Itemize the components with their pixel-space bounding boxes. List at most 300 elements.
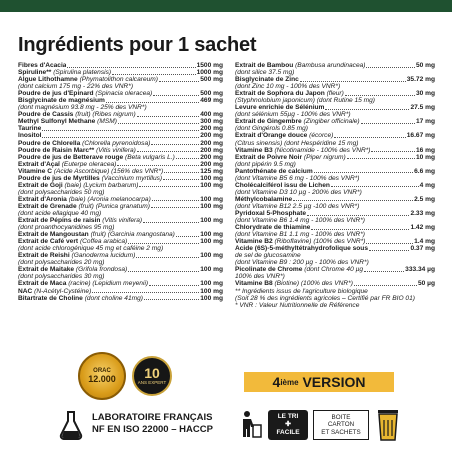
ingredient-name-group <box>18 154 175 161</box>
dot-leader <box>67 67 195 68</box>
dot-leader <box>331 186 419 187</box>
ingredient-amount: 1.4 mg <box>414 238 435 246</box>
tri-line-2: FACILE <box>276 429 300 436</box>
ingredient-subline: (dont Vitamine D3 10 µg - 200% des VNR*) <box>235 188 362 196</box>
ingredient-name-group <box>18 288 91 295</box>
ingredient-amount: 400 mg <box>200 111 223 119</box>
years-value: 10 <box>144 365 160 381</box>
ingredient-name-group <box>18 295 143 302</box>
ingredient-amount: 100 mg <box>200 294 223 302</box>
ingredient-subline: (dont polysaccharides 20 mg) <box>18 259 105 267</box>
ingredient-name: Vitamine C <box>18 167 52 175</box>
carton-line-2: CARTON <box>327 421 355 429</box>
ingredient-row <box>18 154 223 161</box>
ingredient-row <box>18 295 223 302</box>
ingredient-subline: (dont Vitamine B6 1.4 mg - 100% des VNR*) <box>235 217 365 225</box>
ingredient-row <box>18 203 223 210</box>
ingredient-row <box>18 280 223 287</box>
ingredient-row <box>18 217 223 224</box>
ingredient-detail: (MSM) <box>97 118 117 126</box>
ingredient-name: NAC <box>18 287 33 295</box>
ingredient-name-group <box>235 238 365 245</box>
ingredient-name: Taurine <box>18 125 42 133</box>
ingredient-amount: 469 mg <box>200 97 223 105</box>
ingredient-detail: (N-Acétyl-Cystéine) <box>34 287 92 295</box>
ingredient-row <box>235 147 435 154</box>
ingredient-name-group <box>18 140 150 147</box>
ingredient-row <box>235 154 435 161</box>
ingredient-amount: 16 mg <box>415 146 435 154</box>
carton-line-3: ET SACHETS <box>321 428 361 436</box>
version-banner <box>244 372 394 392</box>
ingredient-name: Levure enrichie de Sélénium <box>235 104 325 112</box>
ingredient-row <box>235 132 435 139</box>
dot-leader <box>334 137 405 138</box>
ingredient-subline: (dont Vitamine B9 : 200 µg - 100% des VNR*) <box>235 259 369 267</box>
ingredient-amount: 333.34 µg <box>405 266 435 274</box>
ingredient-name-group <box>18 252 135 259</box>
ingredient-subline: (dont pipérin 9.5 mg) <box>235 160 296 168</box>
dot-leader <box>92 292 199 293</box>
dot-leader <box>128 271 199 272</box>
ingredient-row <box>18 62 223 69</box>
ingredient-amount: 50 µg <box>418 280 435 288</box>
ingredient-detail: (fleur) <box>326 90 344 98</box>
ingredient-name-group <box>235 280 353 287</box>
ingredient-name: Extrait de Maitake <box>18 266 75 274</box>
lab-line-2: NF EN ISO 22000 – HACCP <box>92 424 213 435</box>
ingredient-name: Vitamine B8 <box>235 280 273 288</box>
ingredient-subline: (dont proanthocyanidines 95 mg) <box>18 224 115 232</box>
ingredient-detail: (Riboflavine) (100% des VNR*) <box>274 238 366 246</box>
ingredient-row <box>235 245 435 252</box>
ingredient-name-group <box>18 266 127 273</box>
ingredient-detail: (Zingiber officinale) <box>303 118 360 126</box>
ingredient-amount: 1000 mg <box>196 69 223 77</box>
ingredient-name: Vitamine B2 <box>235 238 273 246</box>
ingredient-name: Bisglycinate de Zinc <box>235 76 299 84</box>
ingredient-subline: (dont sélénium 55µg - 100% des VNR*) <box>235 111 351 119</box>
dot-leader <box>42 130 199 131</box>
ingredient-name-group <box>235 168 313 175</box>
years-expert-badge <box>132 356 172 396</box>
ingredient-name-group <box>235 266 363 273</box>
dot-leader <box>159 81 199 82</box>
ingredient-amount: 100 mg <box>200 202 223 210</box>
ingredient-amount: 200 mg <box>200 153 223 161</box>
ingredient-amount: 125 mg <box>200 167 223 175</box>
ingredient-detail: (Vitis vinifera) <box>96 146 136 154</box>
dot-leader <box>366 243 413 244</box>
ingredient-row <box>235 280 435 287</box>
ingredient-name: Extrait de Maca <box>18 280 67 288</box>
plus-icon: ✚ <box>285 421 291 428</box>
ingredient-name-group <box>18 90 152 97</box>
ingredient-name-group <box>18 217 142 224</box>
ingredient-subline: (dont acide chlorogénique 45 mg et caféine 2 mg) <box>18 245 164 253</box>
ingredient-subline: (dont silice 37.5 mg) <box>235 69 295 77</box>
ingredient-amount: 4 mg <box>419 181 435 189</box>
dot-leader <box>325 109 409 110</box>
orac-badge <box>78 352 126 400</box>
dot-leader <box>136 257 199 258</box>
ingredient-name-group <box>235 154 346 161</box>
dot-leader <box>152 200 199 201</box>
carton-line-1: BOITE <box>331 414 351 422</box>
ingredient-name-group <box>235 90 344 97</box>
ingredient-detail: (racine) (Lepidium meyenii) <box>68 280 149 288</box>
ingredient-row <box>18 69 223 76</box>
ingredient-subline: (dont Vitamine B12 2.5 µg -100 des VNR*) <box>235 202 360 210</box>
tri-facile-logo <box>268 410 308 440</box>
ingredient-amount: 1500 mg <box>196 62 223 69</box>
orac-value: 12.000 <box>88 374 116 384</box>
footnote: * VNR : Valeur Nutritionnelle de Référence <box>235 301 360 309</box>
ingredient-name-group <box>235 118 360 125</box>
flask-icon <box>58 410 84 440</box>
ingredient-row <box>18 175 223 182</box>
ingredient-amount: 2.5 mg <box>414 195 435 203</box>
ingredient-amount: 200 mg <box>200 132 223 140</box>
ingredient-name: Pyridoxal 5-Phosphate <box>235 209 307 217</box>
version-suffix: ième <box>280 377 299 387</box>
ingredient-detail: (fruit) (Punica granatum) <box>78 202 150 210</box>
ingredient-amount: 200 mg <box>200 160 223 168</box>
ingredient-detail: (dont choline 41mg) <box>84 294 143 302</box>
ingredient-detail: (Spirulina platensis) <box>53 69 112 77</box>
ingredient-name-group <box>235 224 310 231</box>
ingredient-subline: (dont acide ellagique 40 mg) <box>18 209 102 217</box>
ingredient-subline: (dont polysaccharides 30 mg) <box>18 273 105 281</box>
dot-leader <box>149 285 199 286</box>
ingredient-amount: 100 mg <box>200 287 223 295</box>
dot-leader <box>314 172 413 173</box>
ingredient-detail: (Vaccinium myrtillus) <box>101 174 163 182</box>
ingredient-name: Extrait de Goji <box>18 181 63 189</box>
dot-leader <box>366 67 414 68</box>
ingredient-amount: 35.72 mg <box>406 76 435 84</box>
ingredient-detail: (Ganoderma lucidum) <box>71 252 136 260</box>
dot-leader <box>364 271 404 272</box>
dot-leader <box>176 158 199 159</box>
lab-line-1: LABORATOIRE FRANÇAIS <box>92 412 213 423</box>
ingredient-detail: (écorce) <box>309 132 334 140</box>
ingredient-row <box>18 288 223 295</box>
ingredient-subline: (dont Gingérols 0.85 mg) <box>235 125 308 133</box>
ingredient-amount: 1.42 mg <box>410 224 435 232</box>
dot-leader <box>307 215 409 216</box>
footnote: ** Ingrédients issus de l'agriculture biologique <box>235 287 368 295</box>
ingredient-name: Chlorydrate de thiamine <box>235 224 311 232</box>
ingredient-name-group <box>18 196 151 203</box>
ingredient-subline: (dont magnésium 93.8 mg - 25% des VNR*) <box>18 104 147 112</box>
dot-leader <box>42 137 199 138</box>
ingredient-detail: (dont Chrome 40 µg <box>304 266 364 274</box>
ingredient-name-group <box>235 76 299 83</box>
dot-leader <box>153 95 199 96</box>
ingredient-row <box>235 76 435 83</box>
ingredient-row <box>18 90 223 97</box>
ingredient-row <box>18 182 223 189</box>
dot-leader <box>151 144 199 145</box>
ingredient-detail: (Nicotinamide - 100% des VNR*) <box>274 146 371 154</box>
ingredient-row <box>235 238 435 245</box>
dot-leader <box>361 123 415 124</box>
ingredient-detail: (Euterpe oleracea) <box>61 160 117 168</box>
ingredient-subline: (dont Zinc 10 mg - 100% des VNR*) <box>235 83 341 91</box>
ingredient-name-group <box>235 245 368 252</box>
ingredient-row <box>18 140 223 147</box>
ingredient-detail: (Beta vulgaris L.) <box>125 153 175 161</box>
ingredient-detail: (Vitis vinifera) <box>102 217 143 225</box>
ingredient-name: Picolinate de Chrome <box>235 266 303 274</box>
ingredient-name: Bisglycinate de magnésium <box>18 97 105 105</box>
dot-leader <box>118 123 199 124</box>
ingredient-name: Extrait de Sophora du Japon <box>235 90 325 98</box>
carton-instruction <box>313 410 369 440</box>
ingredient-amount: 27.5 mg <box>410 104 435 112</box>
ingredient-name: Cholécalciférol issu de Lichen <box>235 181 330 189</box>
ingredient-row <box>235 62 435 69</box>
dot-leader <box>106 102 199 103</box>
orac-label: ORAC <box>93 368 111 374</box>
ingredient-amount: 200 mg <box>200 125 223 133</box>
lab-certification <box>92 412 213 436</box>
ingredient-amount: 2.33 mg <box>410 209 435 217</box>
ingredient-subline: de sel de glucosamine <box>235 252 301 260</box>
ingredient-name: Extrait de Gingembre <box>235 118 302 126</box>
ingredient-name: Inositol <box>18 132 42 140</box>
ingredient-subline: 100% des VNR*) <box>235 273 285 281</box>
ingredient-name-group <box>18 147 136 154</box>
ingredient-amount: 10 mg <box>415 153 435 161</box>
ingredient-row <box>18 196 223 203</box>
ingredient-detail: (fruit) (Garcinia mangostana) <box>90 231 175 239</box>
ingredient-row <box>18 97 223 104</box>
ingredient-row <box>18 76 223 83</box>
ingredient-name-group <box>18 125 41 132</box>
ingredient-row <box>235 168 435 175</box>
footnote: (Soit 28 % des ingrédients agricoles – Certifié par FR BIO 01) <box>235 294 415 302</box>
ingredient-name-group <box>235 147 370 154</box>
ingredient-detail: (baie) (Aronia melanocarpa) <box>68 195 151 203</box>
ingredient-name: Extrait de Grenade <box>18 202 77 210</box>
ingredient-name: Extrait d'Açaï <box>18 160 60 168</box>
ingredient-name: Extrait d'Aronia <box>18 195 67 203</box>
ingredient-row <box>18 125 223 132</box>
ingredient-row <box>235 196 435 203</box>
dot-leader <box>345 95 415 96</box>
ingredient-name-group <box>235 132 333 139</box>
ingredient-name-group <box>18 168 163 175</box>
ingredient-amount: 6.6 mg <box>414 167 435 175</box>
ingredient-subline: (dont calcium 175 mg - 22% des VNR*) <box>18 83 134 91</box>
ingredient-name: Extrait de Café vert <box>18 238 79 246</box>
dot-leader <box>347 158 415 159</box>
ingredient-name: Extrait de Reishi <box>18 252 70 260</box>
ingredient-amount: 100 mg <box>200 195 223 203</box>
ingredient-detail: (Chlorella pyrenoidosa) <box>82 139 151 147</box>
ingredients-left-column <box>18 62 223 302</box>
ingredient-amount: 100 mg <box>200 217 223 225</box>
ingredient-name-group <box>18 97 105 104</box>
ingredient-name-group <box>18 203 150 210</box>
ingredient-name-group <box>235 182 330 189</box>
dot-leader <box>371 151 414 152</box>
recycle-person-icon <box>238 410 262 440</box>
recycling-bin-icon <box>375 408 401 442</box>
ingredient-amount: 50 mg <box>415 62 435 69</box>
ingredient-name: Extrait de Mangoustan <box>18 231 89 239</box>
ingredient-detail: (Piper nigrum) <box>303 153 346 161</box>
ingredient-row <box>235 266 435 273</box>
ingredient-row <box>235 182 435 189</box>
ingredient-row <box>235 104 435 111</box>
ingredient-name: Extrait de Poivre Noir <box>235 153 303 161</box>
ingredient-subline: (dont polysaccharides 50 mg) <box>18 188 105 196</box>
ingredient-name: Spiruline** <box>18 69 52 77</box>
ingredient-amount: 100 mg <box>200 181 223 189</box>
dot-leader <box>176 236 199 237</box>
ingredient-detail: (Acide Ascorbique) (156% des VNR*) <box>53 167 164 175</box>
ingredient-amount: 100 mg <box>200 231 223 239</box>
dot-leader <box>369 250 409 251</box>
dot-leader <box>311 229 409 230</box>
ingredient-name: Pantothénate de calcium <box>235 167 313 175</box>
ingredient-row <box>235 224 435 231</box>
ingredient-name: Methyl Sulfonyl Methane <box>18 118 96 126</box>
dot-leader <box>164 172 199 173</box>
ingredient-amount: 17 mg <box>415 118 435 126</box>
ingredient-amount: 500 mg <box>200 76 223 84</box>
ingredient-amount: 300 mg <box>200 118 223 126</box>
dot-leader <box>151 207 199 208</box>
ingredient-amount: 200 mg <box>200 146 223 154</box>
ingredient-name-group <box>18 280 148 287</box>
ingredient-subline: (dont Vitamine B1 1.1 mg - 100% des VNR*) <box>235 231 365 239</box>
ingredient-row <box>18 132 223 139</box>
ingredient-row <box>18 168 223 175</box>
ingredient-amount: 100 mg <box>200 174 223 182</box>
ingredient-name: Bitartrate de Choline <box>18 294 83 302</box>
dot-leader <box>137 116 200 117</box>
ingredient-name-group <box>235 210 306 217</box>
ingredient-name-group <box>18 182 138 189</box>
ingredient-name-group <box>18 132 41 139</box>
ingredient-subline: (Citrus sinensis) (dont Hespéridine 15 mg) <box>235 139 359 147</box>
ingredient-amount: 200 mg <box>200 139 223 147</box>
ingredient-row <box>18 111 223 118</box>
version-number: 4 <box>272 374 281 390</box>
ingredient-subline: (Styphnolobium japonicum) (dont Rutine 15 mg) <box>235 97 376 105</box>
ingredients-right-column <box>235 62 435 309</box>
dot-leader <box>139 186 199 187</box>
ingredient-amount: 100 mg <box>200 280 223 288</box>
ingredient-amount: 16.67 mg <box>406 132 435 140</box>
ingredient-name-group <box>18 238 127 245</box>
ingredient-name: Extrait d'Orange douce <box>235 132 308 140</box>
top-band <box>0 0 452 12</box>
ingredient-name-group <box>18 175 162 182</box>
ingredient-row <box>18 161 223 168</box>
dot-leader <box>143 222 199 223</box>
ingredient-name-group <box>18 161 116 168</box>
ingredient-name: Acide (6S)-5-méthyltétrahydrofolique sous <box>235 245 368 253</box>
ingredient-row <box>235 118 435 125</box>
ingredient-name: Méthylcobalamine <box>235 195 293 203</box>
ingredient-detail: (Biotine) (100% des VNR*) <box>274 280 353 288</box>
ingredient-detail: (Phymatolithon calcareum) <box>79 76 158 84</box>
dot-leader <box>128 243 199 244</box>
ingredient-name-group <box>235 62 365 69</box>
ingredient-name: Vitamine B3 <box>235 146 273 154</box>
ingredient-name: Extrait de Bambou <box>235 62 294 69</box>
dot-leader <box>144 299 199 300</box>
ingredient-amount: 100 mg <box>200 252 223 260</box>
ingredient-name: Fibres d'Acacia <box>18 62 67 69</box>
ingredient-detail: (Coffea arabica) <box>79 238 128 246</box>
ingredient-detail: (Spinacia oleracea) <box>95 90 153 98</box>
years-label: ANS EXPERT <box>137 380 167 385</box>
dot-leader <box>117 165 199 166</box>
ingredient-name-group <box>18 62 66 69</box>
ingredient-name: Poudre de Raisin Marc** <box>18 146 95 154</box>
dot-leader <box>163 179 199 180</box>
ingredient-name: Poudre de Cassis <box>18 111 74 119</box>
ingredient-detail: (fruit) (Ribes nigrum) <box>75 111 136 119</box>
dot-leader <box>112 74 196 75</box>
ingredient-name-group <box>235 196 292 203</box>
ingredient-name: Poudre de jus d'Epinard <box>18 90 94 98</box>
ingredient-amount: 500 mg <box>200 90 223 98</box>
dot-leader <box>137 151 199 152</box>
ingredient-name: Poudre de jus de Myrtilles <box>18 174 100 182</box>
ingredient-detail: (baie) (Lycium barbarum) <box>64 181 139 189</box>
ingredient-name-group <box>18 69 111 76</box>
ingredient-name-group <box>235 104 324 111</box>
ingredient-amount: 100 mg <box>200 266 223 274</box>
ingredient-amount: 0.37 mg <box>410 245 435 253</box>
ingredient-name: Poudre de jus de Betterave rouge <box>18 153 124 161</box>
ingredient-name: Poudre de Chlorella <box>18 139 81 147</box>
ingredient-row <box>18 266 223 273</box>
dot-leader <box>354 285 417 286</box>
page-title: Ingrédients pour 1 sachet <box>18 34 257 56</box>
ingredient-name: Extrait de Pépins de raisin <box>18 217 101 225</box>
ingredient-amount: 30 mg <box>415 90 435 98</box>
ingredient-subline: (dont Vitamine B5 6 mg - 100% des VNR*) <box>235 174 360 182</box>
ingredient-row <box>18 147 223 154</box>
ingredient-detail: (Grifola frondosa) <box>75 266 128 274</box>
tri-line-1: LE TRI <box>277 413 299 420</box>
dot-leader <box>300 81 406 82</box>
ingredient-name-group <box>18 76 158 83</box>
ingredient-row <box>18 118 223 125</box>
ingredient-name-group <box>18 118 117 125</box>
ingredient-name-group <box>18 231 175 238</box>
ingredient-row <box>235 210 435 217</box>
ingredient-row <box>18 238 223 245</box>
ingredient-name: Algue Lithothamne <box>18 76 78 84</box>
version-word: VERSION <box>302 374 366 390</box>
ingredient-detail: (Bambusa arundinacea) <box>295 62 366 69</box>
ingredient-row <box>18 252 223 259</box>
dot-leader <box>293 200 413 201</box>
ingredient-amount: 100 mg <box>200 238 223 246</box>
ingredient-row <box>235 90 435 97</box>
ingredient-name-group <box>18 111 136 118</box>
ingredient-row <box>18 231 223 238</box>
